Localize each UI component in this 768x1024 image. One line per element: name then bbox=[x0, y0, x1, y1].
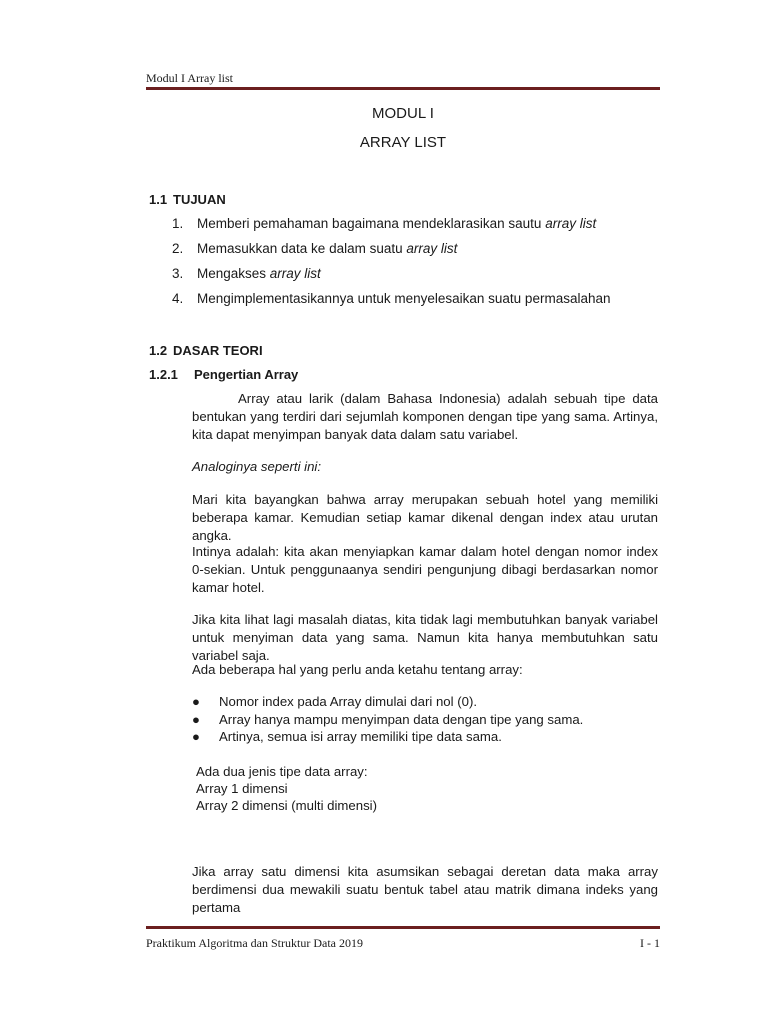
list-item: ● Array hanya mampu menyimpan data dengan tipe yang sama. bbox=[192, 712, 584, 727]
paragraph-intinya: Intinya adalah: kita akan menyiapkan kamar dalam hotel dengan nomor index 0-sekian. Untuk penggunaanya sendiri pengunjung dibagi berdasarkan nomor kamar hotel. bbox=[192, 544, 658, 595]
types-intro: Ada dua jenis tipe data array: bbox=[196, 764, 368, 779]
doc-title-line2: ARRAY LIST bbox=[359, 134, 447, 151]
paragraph-dimensi: Jika array satu dimensi kita asumsikan sebagai deretan data maka array berdimensi dua mewakili suatu bentuk tabel atau matrik dimana indeks yang pertama bbox=[192, 864, 658, 915]
bullet-icon: ● bbox=[192, 729, 200, 744]
page-footer: Praktikum Algoritma dan Struktur Data 2019 bbox=[146, 936, 363, 950]
list-item: 4. Mengimplementasikannya untuk menyelesaikan suatu permasalahan bbox=[172, 291, 611, 306]
page-number: I - 1 bbox=[640, 936, 660, 950]
paragraph-hotel: Mari kita bayangkan bahwa array merupakan sebuah hotel yang memiliki beberapa kamar. Kemudian setiap kamar dikenal dengan index atau urutan angka. bbox=[192, 492, 658, 543]
subsection-title: Pengertian Array bbox=[194, 367, 299, 382]
list-item: 3. Mengakses array list bbox=[172, 266, 321, 281]
bullet-icon: ● bbox=[192, 694, 200, 709]
doc-title-line1: MODUL I bbox=[372, 105, 434, 122]
list-item: ● Nomor index pada Array dimulai dari nol (0). bbox=[192, 694, 478, 709]
bullet-icon: ● bbox=[192, 712, 200, 727]
section-number: 1.2 bbox=[149, 343, 168, 358]
list-item: ● Artinya, semua isi array memiliki tipe data sama. bbox=[192, 729, 502, 744]
section-number: 1.1 bbox=[149, 192, 168, 207]
type-item: Array 2 dimensi (multi dimensi) bbox=[196, 798, 378, 813]
section-heading-tujuan bbox=[149, 192, 226, 207]
header-rule bbox=[146, 87, 660, 90]
section-heading-dasar-teori bbox=[149, 343, 263, 358]
subsection-number: 1.2.1 bbox=[149, 367, 178, 382]
type-item: Array 1 dimensi bbox=[196, 781, 288, 796]
footer-rule bbox=[146, 926, 660, 929]
page-header: Modul I Array list bbox=[146, 71, 233, 85]
list-item: 2. Memasukkan data ke dalam suatu array list bbox=[172, 241, 458, 256]
paragraph-analogy: Analoginya seperti ini: bbox=[192, 459, 322, 474]
section-title: TUJUAN bbox=[173, 192, 226, 207]
subsection-heading bbox=[149, 367, 298, 382]
paragraph-masalah: Jika kita lihat lagi masalah diatas, kita tidak lagi membutuhkan banyak variabel untuk menyiman data yang sama. Namun kita hanya membutuhkan satu variabel saja. bbox=[192, 612, 658, 663]
section-title: DASAR TEORI bbox=[173, 343, 263, 358]
paragraph-hal: Ada beberapa hal yang perlu anda ketahu tentang array: bbox=[192, 662, 523, 677]
paragraph-definition: Array atau larik (dalam Bahasa Indonesia) adalah sebuah tipe data bentukan yang terdiri dari sejumlah komponen dengan tipe yang sama. Artinya, kita dapat menyimpan banyak data dalam satu variabel. bbox=[192, 391, 658, 442]
list-item: 1. Memberi pemahaman bagaimana mendeklarasikan sautu array list bbox=[172, 216, 597, 231]
